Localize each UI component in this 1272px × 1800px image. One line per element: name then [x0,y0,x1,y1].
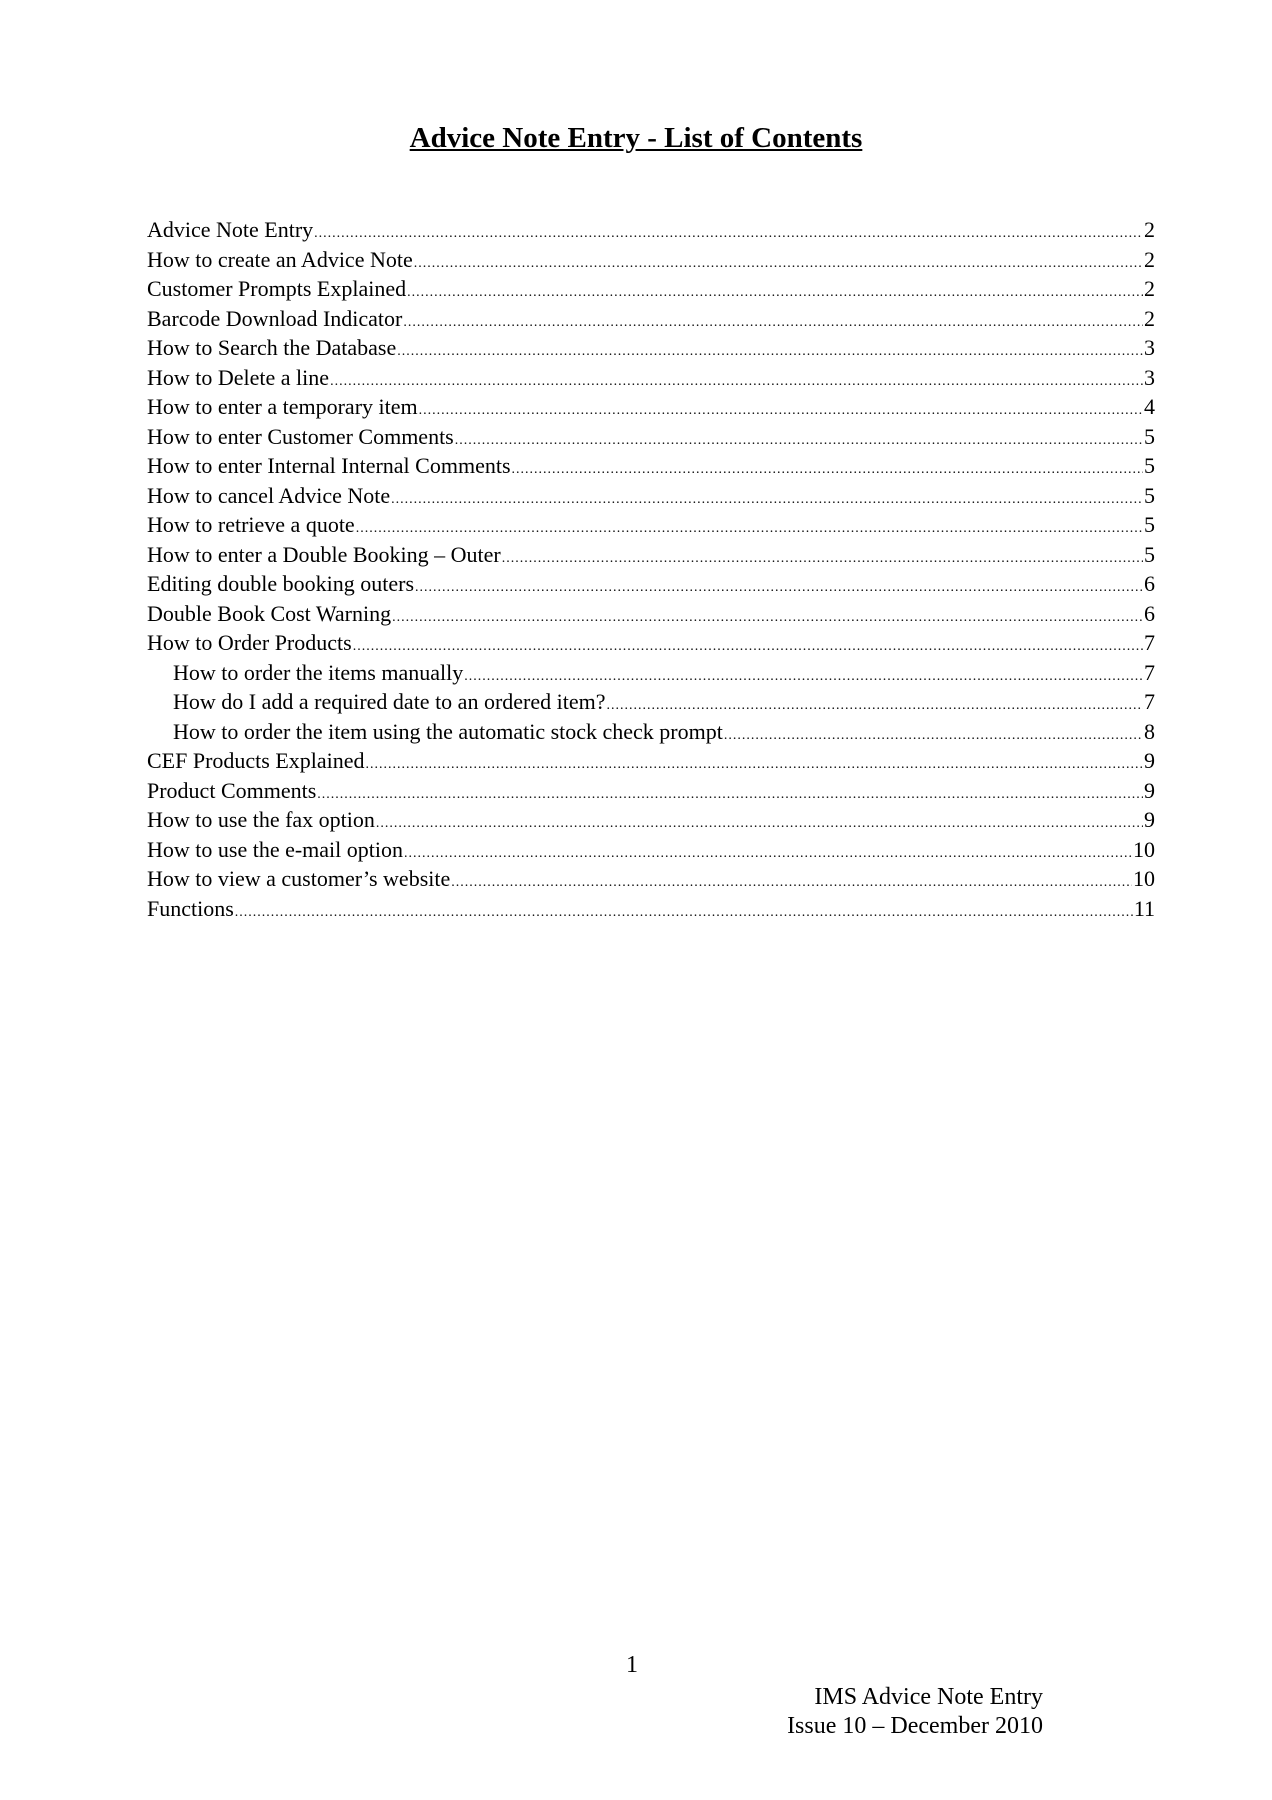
toc-entry[interactable] [147,451,1155,481]
toc-entry[interactable] [147,363,1155,393]
table-of-contents [147,215,1155,923]
toc-entry[interactable] [147,510,1155,540]
toc-entry[interactable] [147,894,1155,924]
toc-entry-label: How to enter Internal Internal Comments [147,453,511,478]
toc-leader-dots [415,573,1143,603]
toc-entry-label: How to Delete a line [147,364,330,390]
toc-entry[interactable] [147,304,1155,334]
toc-entry-page: 10 [1133,866,1155,891]
toc-entry-label: How to enter a Double Booking – Outer [147,541,501,567]
toc-entry-page: 8 [1144,718,1155,744]
toc-entry-page: 7 [1144,659,1155,685]
toc-leader-dots [502,544,1143,574]
toc-entry-page: 7 [1144,630,1155,655]
toc-entry-label: How to cancel Advice Note [147,482,391,508]
toc-leader-dots [419,396,1143,426]
toc-entry[interactable] [147,776,1155,806]
footer-doc-name: IMS Advice Note Entry [814,1684,1043,1710]
footer-issue: Issue 10 – December 2010 [787,1713,1043,1739]
toc-entry[interactable] [147,422,1155,452]
toc-entry[interactable] [147,245,1155,275]
toc-entry-label: Functions [147,895,234,921]
toc-entry-page: 2 [1144,305,1155,331]
toc-leader-dots [512,455,1143,485]
toc-entry-label: How to order the item using the automatic stock check prompt [173,718,723,744]
toc-entry-page: 11 [1133,895,1155,921]
toc-entry[interactable] [147,864,1155,894]
toc-leader-dots [407,278,1143,308]
toc-entry-label: How to enter Customer Comments [147,423,454,449]
toc-entry-label: Double Book Cost Warning [147,600,392,626]
toc-entry[interactable] [147,392,1155,422]
toc-entry[interactable] [147,569,1155,599]
toc-entry-page: 9 [1144,807,1155,832]
toc-entry-page: 6 [1144,600,1155,626]
toc-entry[interactable] [147,746,1155,776]
toc-leader-dots [314,219,1143,249]
toc-entry-page: 3 [1144,335,1155,360]
toc-entry-label: How to retrieve a quote [147,512,355,537]
toc-entry[interactable] [147,658,1155,688]
toc-entry-page: 9 [1144,777,1155,803]
page-title: Advice Note Entry - List of Contents [409,122,863,154]
toc-leader-dots [404,839,1132,869]
toc-leader-dots [414,249,1143,279]
toc-entry-page: 3 [1144,364,1155,390]
toc-leader-dots [451,868,1132,898]
toc-entry[interactable] [147,481,1155,511]
toc-entry-label: How to order the items manually [173,659,464,685]
toc-leader-dots [330,367,1143,397]
page-number: 1 [626,1652,638,1678]
toc-entry-page: 5 [1144,453,1155,478]
toc-entry[interactable] [147,628,1155,658]
toc-entry-label: Customer Prompts Explained [147,276,407,301]
toc-entry-label: Barcode Download Indicator [147,305,403,331]
footer [787,1683,1043,1741]
toc-leader-dots [353,632,1143,662]
toc-entry[interactable] [147,687,1155,717]
toc-entry[interactable] [147,835,1155,865]
toc-entry[interactable] [147,540,1155,570]
toc-entry-page: 2 [1144,217,1155,242]
toc-entry-page: 4 [1144,394,1155,419]
toc-entry-label: How to view a customer’s website [147,866,451,891]
toc-entry[interactable] [147,333,1155,363]
toc-entry-label: Product Comments [147,777,317,803]
toc-entry-label: How do I add a required date to an ordered item? [173,689,606,714]
toc-entry[interactable] [147,274,1155,304]
toc-entry-page: 5 [1144,482,1155,508]
toc-entry[interactable] [147,805,1155,835]
toc-entry-label: How to Order Products [147,630,352,655]
toc-entry-label: How to Search the Database [147,335,397,360]
toc-entry-page: 6 [1144,571,1155,596]
toc-entry-page: 9 [1144,748,1155,773]
toc-leader-dots [397,337,1143,367]
toc-leader-dots [317,780,1143,810]
toc-leader-dots [392,603,1143,633]
toc-entry-label: Advice Note Entry [147,217,314,242]
toc-entry-label: How to enter a temporary item [147,394,418,419]
toc-leader-dots [366,750,1143,780]
toc-leader-dots [376,809,1143,839]
toc-entry[interactable] [147,215,1155,245]
toc-leader-dots [403,308,1143,338]
toc-entry-page: 7 [1144,689,1155,714]
toc-entry-label: How to use the fax option [147,807,375,832]
toc-entry-label: Editing double booking outers [147,571,415,596]
toc-entry[interactable] [147,599,1155,629]
toc-entry-label: CEF Products Explained [147,748,365,773]
toc-entry-page: 2 [1144,246,1155,272]
toc-entry-page: 2 [1144,276,1155,301]
toc-entry-page: 10 [1133,836,1155,862]
toc-leader-dots [455,426,1143,456]
toc-entry-page: 5 [1144,512,1155,537]
toc-entry[interactable] [147,717,1155,747]
toc-entry-page: 5 [1144,423,1155,449]
toc-entry-label: How to create an Advice Note [147,246,413,272]
toc-entry-page: 5 [1144,541,1155,567]
toc-leader-dots [235,898,1133,928]
toc-entry-label: How to use the e-mail option [147,836,404,862]
toc-leader-dots [724,721,1143,751]
toc-leader-dots [391,485,1143,515]
